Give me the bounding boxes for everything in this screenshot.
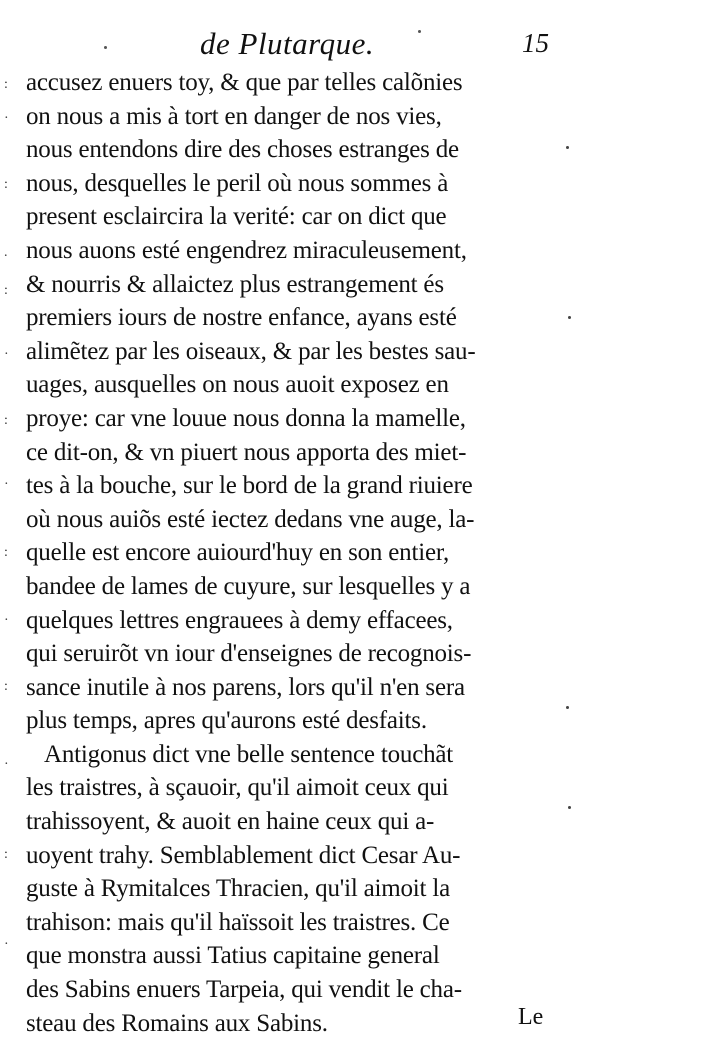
gutter-mark: · — [4, 937, 9, 952]
ink-speck — [418, 30, 421, 33]
gutter-mark: · — [4, 347, 9, 362]
text-line: quelques lettres engrauees à demy effacees, — [26, 606, 453, 634]
gutter-mark: · — [4, 111, 9, 126]
text-line: tes à la bouche, sur le bord de la grand riuiere — [26, 472, 473, 500]
page-header — [0, 22, 728, 66]
text-line: accusez enuers toy, & que par telles calõnies — [26, 69, 463, 96]
text-line: nous, desquelles le peril où nous sommes à — [26, 169, 449, 197]
text-line: nous auons esté engendrez miraculeusement, — [26, 236, 467, 264]
text-line: trahissoyent, & auoit en haine ceux qui a- — [26, 808, 435, 836]
text-line: steau des Romains aux Sabins. — [26, 1009, 328, 1037]
text-line: on nous a mis à tort en danger de nos vies, — [26, 102, 442, 130]
text-line: present esclaircira la verité: car on dict que — [26, 203, 447, 231]
text-line: premiers iours de nostre enfance, ayans esté — [26, 304, 457, 332]
text-line: trahison: mais qu'il haïssoit les traistres. Ce — [26, 908, 450, 936]
page-number: 15 — [522, 28, 549, 58]
text-line: nous entendons dire des choses estranges de — [26, 136, 459, 164]
text-line: qui seruirõt vn iour d'enseignes de recognois- — [26, 640, 472, 668]
text-line: ce dit-on, & vn piuert nous apporta des miet- — [26, 438, 467, 466]
text-line: proye: car vne louue nous donna la mamelle, — [26, 404, 466, 432]
text-line: bandee de lames de cuyure, sur lesquelles y a — [26, 572, 471, 600]
text-line: alimẽtez par les oiseaux, & par les bestes sau- — [26, 337, 476, 365]
gutter-mark: : — [4, 679, 8, 694]
gutter-mark: : — [4, 847, 8, 862]
gutter-mark: : — [4, 283, 8, 298]
gutter-mark: . — [4, 245, 8, 260]
text-line: où nous auiõs esté iectez dedans vne auge, la- — [26, 505, 475, 533]
gutter-mark: : — [4, 413, 8, 428]
text-line: des Sabins enuers Tarpeia, qui vendit le cha- — [26, 976, 462, 1004]
text-line: plus temps, apres qu'aurons esté desfaits. — [26, 707, 427, 735]
text-line: guste à Rymitalces Thracien, qu'il aimoit la — [26, 875, 450, 903]
body-text — [26, 66, 566, 1040]
gutter-mark: · — [4, 477, 9, 492]
right-margin-specks — [560, 66, 580, 996]
text-line: quelle est encore auiourd'huy en son entier, — [26, 539, 450, 567]
text-line: & nourris & allaictez plus estrangement és — [26, 270, 444, 298]
ink-speck — [568, 316, 571, 319]
text-line: sance inutile à nos parens, lors qu'il n'en sera — [26, 673, 465, 701]
catchword: Le — [518, 1004, 544, 1030]
gutter-mark: · — [4, 757, 9, 772]
gutter-mark: : — [4, 545, 8, 560]
text-line: que monstra aussi Tatius capitaine general — [26, 942, 440, 970]
paragraph-start-line: Antigonus dict vne belle sentence touchãt — [44, 740, 454, 768]
text-line: les traistres, à sçauoir, qu'il aimoit ceux qui — [26, 774, 449, 802]
text-line: uages, ausquelles on nous auoit exposez en — [26, 371, 449, 399]
bleed-through-gutter — [0, 60, 22, 1020]
running-head: de Plutarque. — [200, 26, 375, 61]
ink-speck — [566, 706, 569, 709]
gutter-mark: · — [4, 613, 9, 628]
ink-speck — [566, 146, 569, 149]
ink-speck — [104, 46, 107, 49]
gutter-mark: : — [4, 177, 8, 192]
text-line: uoyent trahy. Semblablement dict Cesar Au- — [26, 841, 461, 869]
gutter-mark: : — [4, 77, 8, 92]
ink-speck — [568, 806, 571, 809]
